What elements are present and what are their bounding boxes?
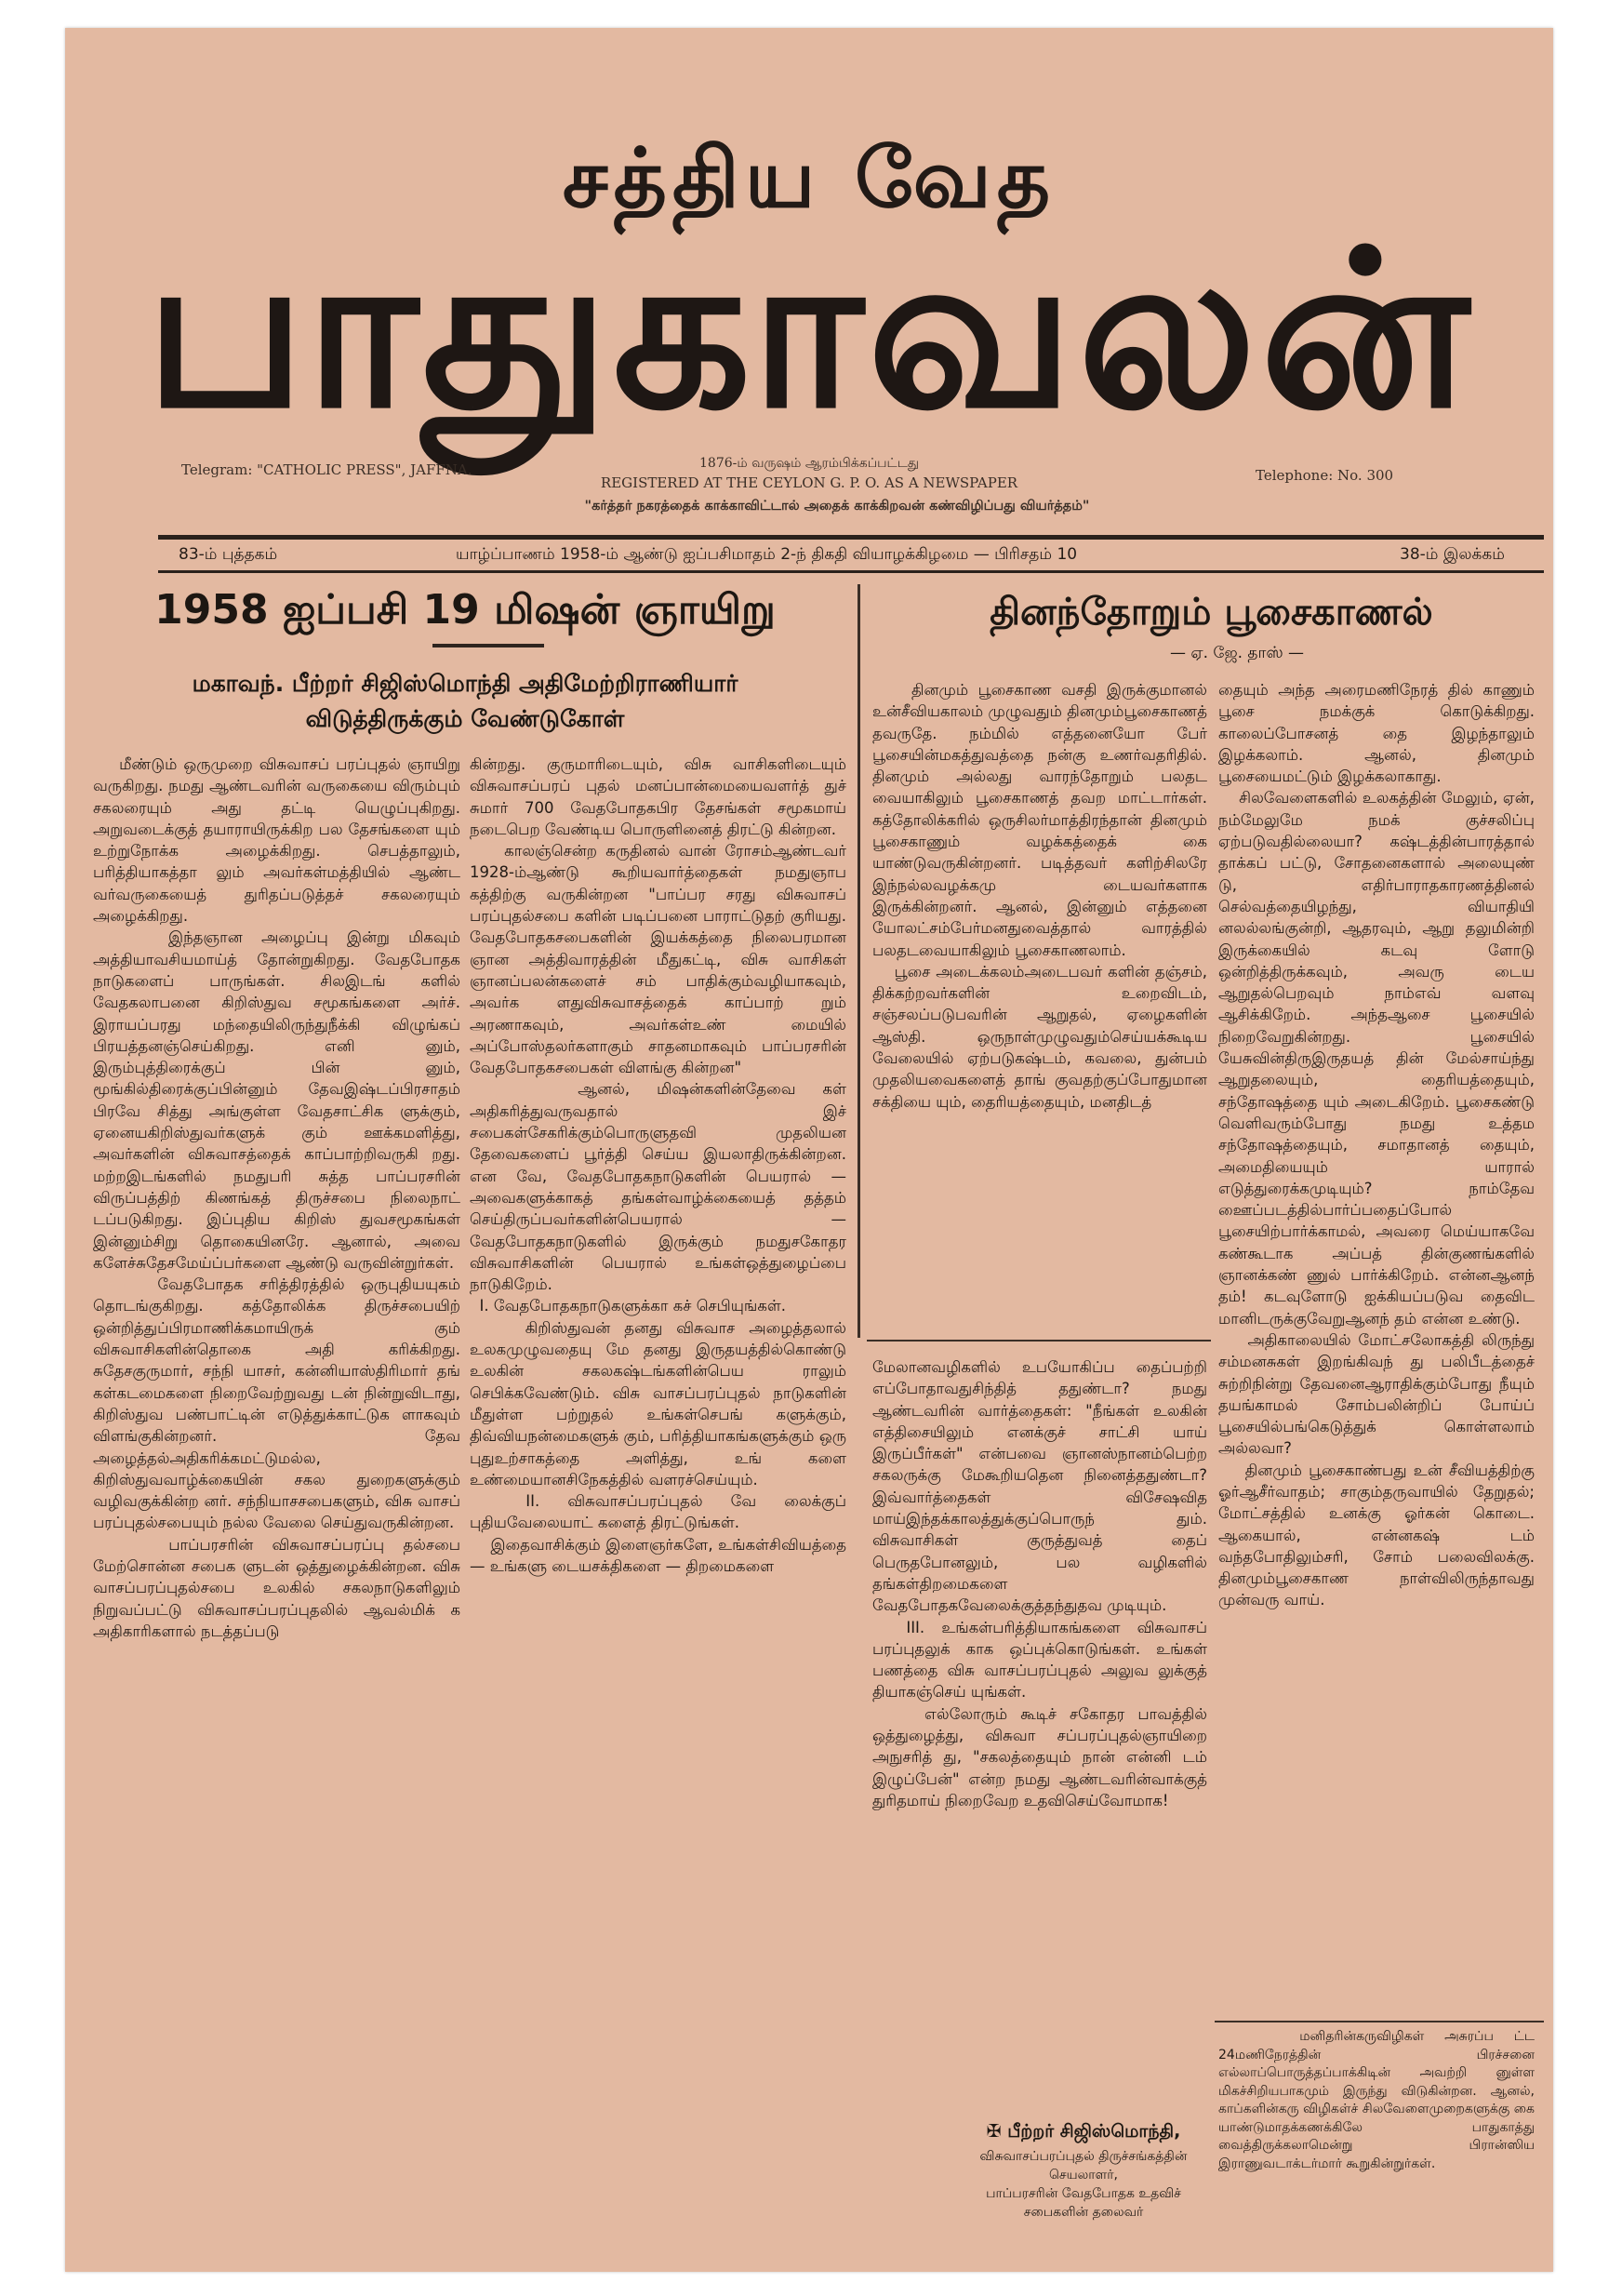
masthead-title: பாதுகாவலன் <box>144 205 1474 456</box>
right-article-col-3-lower: மேலானவழிகளில் உபயோகிப்ப தைப்பற்றி எப்போதாவதுசிந்தித் ததுண்டா? நமது ஆண்டவரின் வார்த்தைகள்: "நீங்கள் உலகின் எத்திசையிலும் எனக்குச் சாட்சி யாய் இருப்பீர்கள்" என்பவை ஞானஸ்நானம்பெற்ற சகலருக்கு மேகூறியதென நினைத்ததுண்டா? இவ்வார்த்தைகள் விசேஷவித மாய்இந்தக்காலத்துக்குப்பொருந் தும். விசுவாசிகள் குருத்துவத் தைப் பெருதபோனலும், பல வழிகளில் தங்கள்திறமைகளை வேதபோதகவேலைக்குத்தந்துதவ முடியும். III. உங்கள்பரித்தியாகங்களை விசுவாசப் பரப்புதலுக் காக ஒப்புக்கொடுங்கள். உங்கள் பணத்தை விசு வாசப்பரப்புதல் அலுவ லுக்குத் தியாகஞ்செய் யுங்கள். எல்லோரும் கூடிச் சகோதர பாவத்தில் ஒத்துழைத்து, விசுவா சப்பரப்புதல்ஞாயிறை அநுசரித் து, "சகலத்தையும் நான் என்னி டம் இழுப்பேன்" என்ற நமது ஆண்டவரின்வாக்குத் துரிதமாய் நிறைவேற உதவிசெய்வோமாக! <box>872 1358 1207 1809</box>
article-divider <box>858 584 860 1338</box>
established-line: 1876-ம் வருஷம் ஆரம்பிக்கப்பட்டது <box>699 456 919 471</box>
registered-line: REGISTERED AT THE CEYLON G. P. O. AS A NEWSPAPER <box>600 474 1018 491</box>
signature-name: ✠ பீற்றர் சிஜிஸ்மொந்தி, <box>986 2121 1181 2142</box>
signature-line-3: பாப்பரசரின் வேதபோதக உதவிச் <box>986 2186 1181 2201</box>
telegram-line: Telegram: "CATHOLIC PRESS", JAFFNA. <box>181 461 472 478</box>
right-article-col-4: தையும் அந்த அரைமணிநேரத் தில் காணும் பூசை நமக்குக் கொடுக்கிறது. காலைப்போசனத் தை இழந்தாலும் இழக்கலாம். ஆனல், தினமும் பூசையைமட்டும் இழக்கலாகாது. சிலவேளைகளில் உலகத்தின் மேலும், ஏன், நம்மேலுமே நமக் குச்சலிப்பு ஏற்படுவதில்லையா? கஷ்டத்தின்பாரத்தால் தாக்கப் பட்டு, சோதனைகளால் அலையுண் டு, எதிர்பாராதகாரணத்தினல் செல்வத்தையிழந்து, வியாதியி னலல்லங்குன்றி, ஆதரவும், ஆறு தலுமின்றி இருக்கையில் கடவு ளோடு ஒன்றித்திருக்கவும், அவரு டைய ஆறுதல்பெறவும் நாம்எவ் வளவு ஆசிக்கிறேம். அந்தஆசை பூசையில் நிறைவேறுகின்றது. பூசையில் யேசுவின்திருஇருதயத் தின் மேல்சாய்ந்து ஆறுதலையும், தைரியத்தையும், சந்தோஷத்தை யும் அடைகிறேம். பூசைகண்டு வெளிவரும்போது நமது உத்தம சந்தோஷத்தையும், சமாதானத் தையும், அமைதியையும் யாரால் எடுத்துரைக்கமுடியும்? நாம்தேவ ஊைப்படத்தில்பார்ப்பதைப்போல் பூசையிற்பார்க்காமல், அவரை மெய்யாகவே கண்கூடாக அப்பத் தின்குணங்களில் ஞானக்கண் ணுல் பார்க்கிறேம். என்னஆனந் தம்! கடவுளோடு ஐக்கியப்படுவ தைவிட மானிடருக்குவேறுஆனந் தம் என்ன உண்டு. அதிகாலையில் மோட்சலோகத்தி லிருந்து சம்மனசுகள் இறங்கிவந் து பலிபீடத்தைச் சுற்றிநின்று தேவனைஆராதிக்கும்போது நீயும் தயங்காமல் சோம்பலின்றிப் போய்ப் பூசையில்பங்கெடுத்துக் கொள்ளலாம் அல்லவா? தினமும் பூசைகாண்பது உன் சீவியத்திற்கு ஓர்ஆசீர்வாதம்; சாகும்தருவாயில் தேறுதல்; மோட்சத்தில் உனக்கு ஓர்கன் கொடை. ஆகையால், என்னகஷ் டம் வந்தபோதிலும்சரி, சோம் பலைவிலக்கு. தினமும்பூசைகாண நாள்விலிருந்தாவது முன்வரு வாய். <box>1218 681 1536 1609</box>
masthead-rule-bottom <box>158 570 1544 573</box>
newspaper-page <box>65 28 1553 2272</box>
ornament-rule <box>432 644 544 647</box>
right-byline: — ஏ. ஜே. தாஸ் — <box>1169 644 1305 662</box>
left-subhead-1: மகாவந். பீற்றர் சிஜிஸ்மொந்தி அதிமேற்றிராணியார் <box>192 670 738 697</box>
right-article-col-3-upper: தினமும் பூசைகாண வசதி இருக்குமானல் உன்சீவியகாலம் முழுவதும் தினமும்பூசைகாணத் தவருதே. நம்மில் எத்தனையோ பேர் பூசையின்மகத்துவத்தை நன்கு உணர்வதரிதில். தினமும் அல்லது வாரந்தோறும் பலதட வையாகிலும் பூசைகாணத் தவற மாட்டார்கள். கத்தோலிக்கரில் ஒருசிலர்மாத்திரந்தான் தினமும் பூசைகாணும் வழக்கத்தைக் கை யாண்டுவருகின்றனர். படித்தவர் களிற்சிலரே இந்நல்லவழக்கமு டையவர்களாக இருக்கின்றனர். ஆனல், இன்னும் எத்தனை யோலட்சம்பேர்மனதுவைத்தால் வாரத்தில் பலதடவையாகிலும் பூசைகாணலாம். பூசை அடைக்கலம்அடைபவர் களின் தஞ்சம், திக்கற்றவர்களின் உறைவிடம், சஞ்சலப்படுபவரின் ஆறுதல், ஏழைகளின் ஆஸ்தி. ஒருநாள்முழுவதும்செய்யக்கூடிய வேலையில் ஏற்படுகஷ்டம், கவலை, துன்பம் முதலியவைகளைத் தாங் குவதற்குப்போதுமான சக்தியை யும், தைரியத்தையும், மனதிடத் <box>872 681 1207 1111</box>
left-article-col-2: கின்றது. குருமாரிடையும், விசு வாசிகளிடையும் விசுவாசப்பரப் புதல் மனப்பான்மையைவளர்த் துச் சுமார் 700 வேதபோதகபிர தேசங்கள் சமூகமாய் நடைபெற வேண்டிய பொருளினைத் திரட்டு கின்றன. காலஞ்சென்ற கருதினல் வான் ரோசம்ஆண்டவர் 1928-ம்ஆண்டு கூறியவார்த்தைகள் நமதுஞாப கத்திற்கு வருகின்றன "பாப்பர சரது விசுவாசப் பரப்புதல்சபை களின் படிப்பனை பாராட்டுதற் குரியது. வேதபோதகசபைகளின் இயக்கத்தை நிலைபரமான ஞான அத்திவாரத்தின் மீதுகட்டி, விசு வாசிகள் ஞானப்பலன்களைச் சம் பாதிக்கும்வழியாகவும், அவர்க ளதுவிசுவாசத்தைக் காப்பாற் றும் அரணாகவும், அவர்கள்உண் மையில் அப்போஸ்தலர்களாகும் சாதனமாகவும் பாப்பரசரின் வேதபோதகசபைகள் விளங்கு கின்றன" ஆனல், மிஷன்களின்தேவை கள் அதிகரித்துவருவதால் இச் சபைகள்சேகரிக்கும்பொருளுதவி முதலியன தேவைகளைப் பூர்த்தி செய்ய இயலாதிருக்கின்றன. என வே, வேதபோதகநாடுகளின் பெயரால் — அவைகளுக்காகத் தங்கள்வாழ்க்கையைத் தத்தம் செய்திருப்பவர்களின்பெயரால் — வேதபோதகநாடுகளில் இருக்கும் நமதுசகோதர விசுவாசிகளின் பெயரால் உங்கள்ஒத்துழைப்பை நாடுகிறேம். I. வேதபோதகநாடுகளுக்கா கச் செபியுங்கள். கிறிஸ்துவன் தனது விசுவாச அழைத்தலால் உலகமுழுவதையு மே தனது இருதயத்தில்கொண்டு உலகின் சகலகஷ்டங்களின்பெய ராலும் செபிக்கவேண்டும். விசு வாசப்பரப்புதல் நாடுகளின் மீதுள்ள பற்றுதல் உங்கள்செபங் களுக்கும், திவ்வியநன்மைகளுக் கும், பரித்தியாகங்களுக்கும் ஒரு புதுஉற்சாகத்தை அளித்து, உங் களை உண்மையானசிநேகத்தில் வளரச்செய்யும். II. விசுவாசப்பரப்புதல் வே லைக்குப் புதியவேலையாட் களைத் திரட்டுங்கள். இதைவாசிக்கும் இளைஞர்களே, உங்கள்சிவியத்தை — உங்களு டையசக்திகளை — திறமைகளை <box>470 755 847 1575</box>
left-subhead-2: விடுத்திருக்கும் வேண்டுகோள் <box>305 705 625 732</box>
col3-separator <box>867 1340 1211 1342</box>
masthead-subtitle: சத்திய வேத <box>562 130 1057 226</box>
issue-date-strip <box>158 541 1544 569</box>
right-headline: தினந்தோறும் பூசைகாணல் <box>990 591 1433 634</box>
masthead-rule-top <box>158 535 1544 540</box>
col4-separator <box>1215 2021 1544 2022</box>
signature-line-1: விசுவாசப்பரப்புதல் திருச்சங்கத்தின் <box>979 2149 1188 2164</box>
telephone-line: Telephone: No. 300 <box>1256 467 1394 484</box>
issue-number: 38-ம் இலக்கம் <box>1400 545 1505 564</box>
issue-date: யாழ்ப்பாணம் 1958-ம் ஆண்டு ஐப்பசிமாதம் 2-ந் திகதி வியாழக்கிழமை — பிரிசதம் 10 <box>456 545 1078 564</box>
motto-line: "கர்த்தர் நகரத்தைக் காக்காவிட்டால் அதைக் காக்கிறவன் கண்விழிப்பது வியர்த்தம்" <box>584 499 1090 514</box>
left-headline: 1958 ஐப்பசி 19 மிஷன் ஞாயிறு <box>154 586 776 634</box>
signature-line-2: செயலாளர், <box>1049 2168 1118 2183</box>
signature-line-4: சபைகளின் தலைவர் <box>1023 2205 1144 2220</box>
filler-note: மனிதரின்கருவிழிகள் அசுரப்ப ட்ட 24மணிநேரத்தின் பிரச்சனை எல்லாப்பொருத்தப்பாக்கிடின் அவற்றி னுள்ள மிகச்சிறியபாகமும் இருந்து விடுகின்றன. ஆனல், காப்களின்கரு விழிகள்ச் சிலவேளைமுறைகளுக்கு கை யாண்டுமாதக்கணக்கிலே பாதுகாத்து வைத்திருக்கலாமென்று பிரான்ஸிய இராணுவடாக்டர்மார் கூறுகின்றுர்கள். <box>1218 2029 1539 2171</box>
volume-label: 83-ம் புத்தகம் <box>179 545 278 564</box>
left-article-col-1: மீண்டும் ஒருமுறை விசுவாசப் பரப்புதல் ஞாயிறு வருகிறது. நமது ஆண்டவரின் வருகையை விரும்பும் சகலரையும் அது தட்டி யெழுப்புகிறது. அறுவடைக்குத் தயாராயிருக்கிற பல தேசங்களை யும் உற்றுநோக்க அழைக்கிறது. செபத்தாலும், பரித்தியாகத்தா லும் அவர்கள்மத்தியில் ஆண்ட வர்வருகையைத் துரிதப்படுத்தச் சகலரையும் அழைக்கிறது. இந்தஞான அழைப்பு இன்று மிகவும் அத்தியாவசியமாய்த் தோன்றுகிறது. வேதபோதக நாடுகளைப் பாருங்கள். சிலஇடங் களில் வேதகலாபனை கிறிஸ்துவ சமூகங்களை அர்ச். இராயப்பரது மந்தையிலிருந்துநீக்கி விழுங்கப் பிரயத்தனஞ்செய்கிறது. எனி னும், இரும்புத்திரைக்குப் பின் னும், மூங்கில்திரைக்குப்பின்னும் தேவஇஷ்டப்பிரசாதம் பிரவே சித்து அங்குள்ள வேதசாட்சிக ளுக்கும், ஏனையகிறிஸ்துவர்களுக் கும் ஊக்கமளித்து, அவர்களின் விசுவாசத்தைக் காப்பாற்றிவருகி றது. மற்றஇடங்களில் நமதுபரி சுத்த பாப்பரசரின் விருப்பத்திற் கிணங்கத் திருச்சபை நிலைநாட் டப்படுகிறது. இப்புதிய கிறிஸ் துவசமூகங்கள் இன்னும்சிறு தொகையினரே. ஆனால், அவை களேச்சுதேசமேய்ப்பர்களை ஆண்டு வருவின்றுர்கள். வேதபோதக சரித்திரத்தில் ஒருபுதியயுகம் தொடங்குகிறது. கத்தோலிக்க திருச்சபையிற் ஒன்றித்துப்பிரமாணிக்கமாயிருக் கும் விசுவாசிகளின்தொகை அதி கரிக்கிறது. சுதேசகுருமார், சந்நி யாசர், கன்னியாஸ்திரிமார் தங் கள்கடமைகளை நிறைவேற்றுவது டன் நின்றுவிடாது, கிறிஸ்துவ பண்பாட்டின் எடுத்துக்காட்டுக ளாகவும் விளங்குகின்றனர். தேவ அழைத்தல்அதிகரிக்கமட்டுமல்ல, கிறிஸ்துவவாழ்க்கையின் சகல துறைகளுக்கும் வழிவகுக்கின்ற னர். சந்நியாசசபைகளும், விசு வாசப் பரப்புதல்சபையும் நல்ல வேலை செய்துவருகின்றன. பாப்பரசரின் விசுவாசப்பரப்பு தல்சபை மேற்சொன்ன சபைக ளுடன் ஒத்துழைக்கின்றன. விசு வாசப்பரப்புதல்சபை உலகில் சகலநாடுகளிலும் நிறுவப்பட்டு விசுவாசப்பரப்புதலில் ஆவல்மிக் க அதிகாரிகளால் நடத்தப்படு <box>93 755 461 1640</box>
